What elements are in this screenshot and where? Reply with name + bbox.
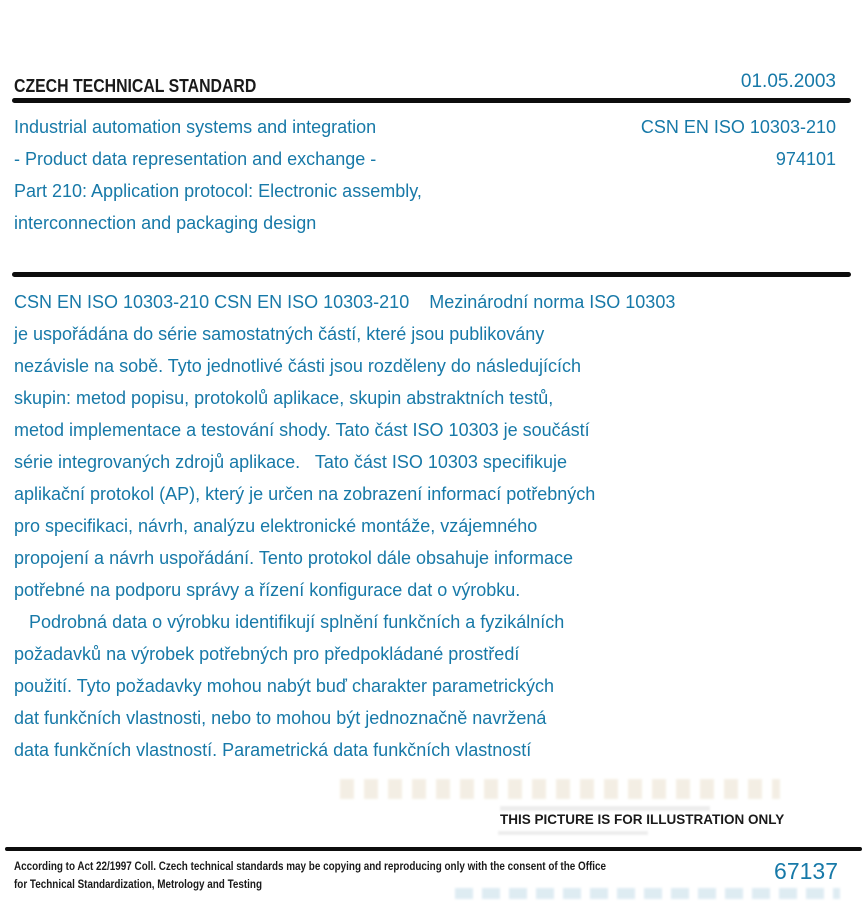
standard-title-line: interconnection and packaging design (14, 213, 317, 233)
abstract-line: je uspořádána do série samostatných částí, které jsou publikovány (14, 324, 545, 344)
standard-title-line: - Product data representation and exchange - (14, 149, 377, 169)
abstract-line: skupin: metod popisu, protokolů aplikace, skupin abstraktních testů, (14, 388, 554, 408)
copyright-notice-line (14, 879, 302, 891)
illustration-only-notice: THIS PICTURE IS FOR ILLUSTRATION ONLY (500, 812, 785, 827)
order-code: 67137 (774, 858, 838, 884)
document-type-heading-text: CZECH TECHNICAL STANDARD (14, 76, 257, 96)
effective-date: 01.05.2003 (740, 71, 836, 92)
abstract-line: dat funkčních vlastnosti, nebo to mohou být jednoznačně navržená (14, 708, 547, 728)
abstract-line: CSN EN ISO 10303-210 CSN EN ISO 10303-210 Mezinárodní norma ISO 10303 (14, 292, 676, 312)
standard-designation: CSN EN ISO 10303-210 (640, 117, 836, 137)
ghost-text-artifact (500, 806, 710, 811)
document-type-heading (14, 76, 289, 97)
title-divider (12, 272, 851, 277)
ghost-text-artifact (340, 779, 780, 799)
header-divider (12, 98, 851, 103)
abstract-line: pro specifikaci, návrh, analýzu elektronické montáže, vzájemného (14, 516, 538, 536)
ghost-text-artifact (498, 831, 648, 835)
abstract-line: nezávisle na sobě. Tyto jednotlivé části jsou rozděleny do následujících (14, 356, 582, 376)
catalog-number: 974101 (775, 149, 836, 169)
abstract-line: potřebné na podporu správy a řízení konfigurace dat o výrobku. (14, 580, 521, 600)
copyright-notice-line (14, 861, 702, 873)
abstract-line: aplikační protokol (AP), který je určen na zobrazení informací potřebných (14, 484, 596, 504)
copyright-notice-text: for Technical Standardization, Metrology and Testing (14, 879, 263, 891)
copyright-notice-text: According to Act 22/1997 Coll. Czech technical standards may be copying and reproducing only with the consent of the Office (14, 861, 607, 873)
standard-title-line: Part 210: Application protocol: Electronic assembly, (14, 181, 422, 201)
abstract-line: Podrobná data o výrobku identifikují splnění funkčních a fyzikálních (14, 612, 565, 632)
abstract-line: použití. Tyto požadavky mohou nabýt buď charakter parametrických (14, 676, 555, 696)
abstract-line: propojení a návrh uspořádání. Tento protokol dále obsahuje informace (14, 548, 574, 568)
abstract-line: metod implementace a testování shody. Tato část ISO 10303 je součástí (14, 420, 590, 440)
standard-title-line: Industrial automation systems and integration (14, 117, 377, 137)
ghost-text-artifact (455, 888, 840, 899)
abstract-line: požadavků na výrobek potřebných pro předpokládané prostředí (14, 644, 520, 664)
abstract-line: data funkčních vlastností. Parametrická data funkčních vlastností (14, 740, 532, 760)
footer-divider (5, 847, 862, 851)
abstract-line: série integrovaných zdrojů aplikace. Tato část ISO 10303 specifikuje (14, 452, 567, 472)
